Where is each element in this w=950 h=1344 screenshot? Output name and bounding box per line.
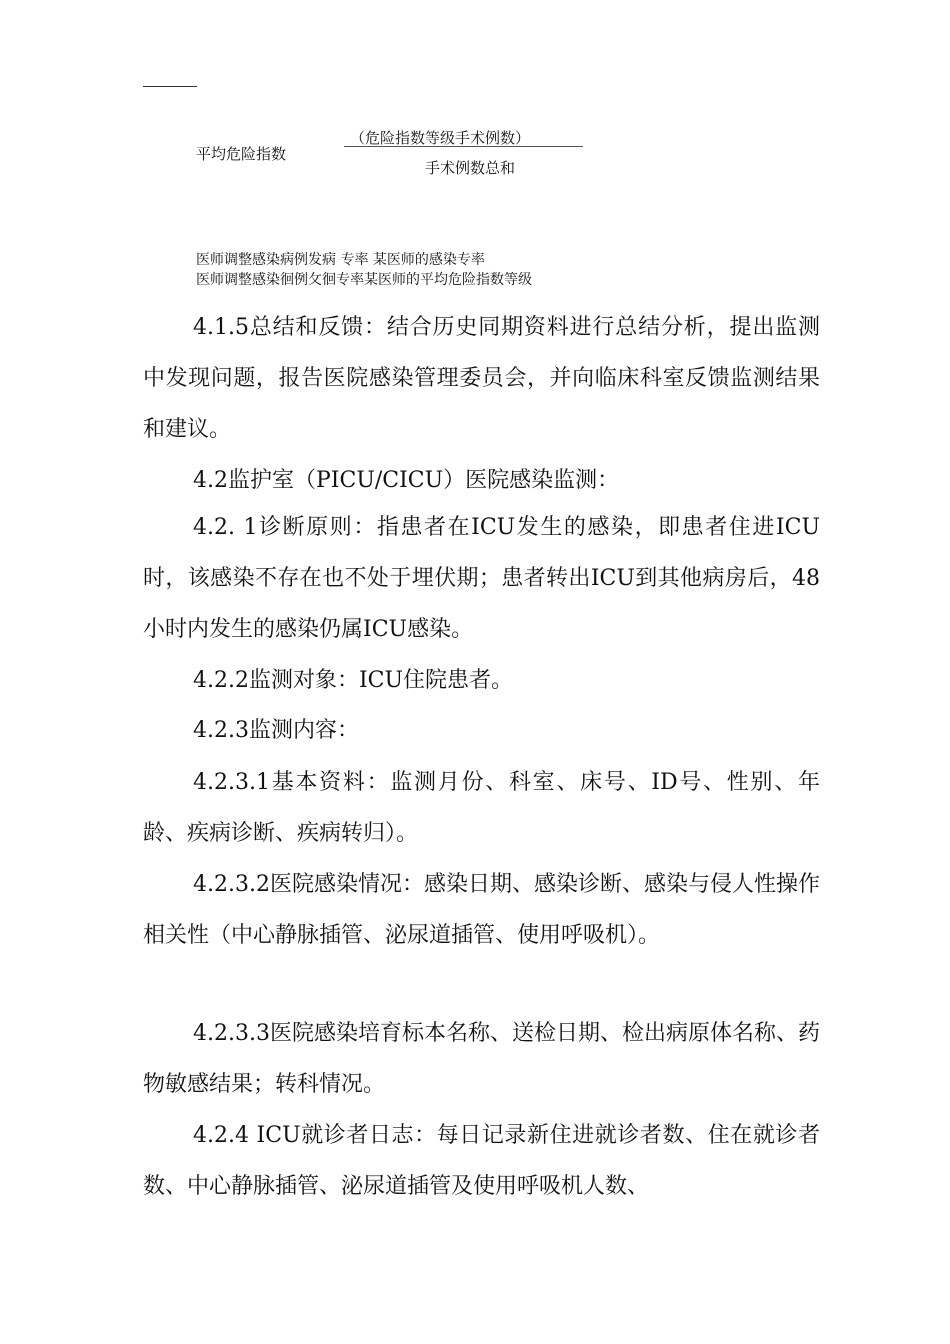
formula-label: 平均危险指数: [196, 145, 287, 163]
paragraph-4-2-3-1: 4.2.3.1基本资料：监测月份、科室、床号、ID号、性别、年龄、疾病诊断、疾病转归）。: [143, 770, 820, 846]
average-risk-index-formula: [0, 0, 950, 200]
fraction-bar: [344, 146, 583, 147]
paragraph-4-2-3: 4.2.3监测内容：: [193, 718, 359, 743]
formula-note-line-2: 医师调整感染徊例攵徊专率某医师的平均危险指数等级: [196, 272, 532, 288]
paragraph-4-2-1: 4.2. 1诊断原则：指患者在ICU发生的感染，即患者住进ICU时，该感染不存在也不处于埋伏期；患者转出ICU到其他病房后，48小时内发生的感染仍属ICU感染。: [143, 515, 820, 642]
formula-denominator: 手术例数总和: [425, 159, 516, 177]
heading-4-2: 4.2监护室（PICU/CICU）医院感染监测：: [193, 468, 620, 493]
paragraph-4-2-3-2: 4.2.3.2医院感染情况：感染日期、感染诊断、感染与侵人性操作相关性（中心静脉插管、泌尿道插管、使用呼吸机）。: [143, 872, 820, 948]
formula-numerator: （危险指数等级手术例数）: [350, 129, 531, 147]
paragraph-4-1-5: 4.1.5总结和反馈：结合历史同期资料进行总结分析，提出监测中发现问题，报告医院感染管理委员会，并向临床科室反馈监测结果和建议。: [143, 315, 820, 442]
paragraph-4-2-2: 4.2.2监测对象：ICU住院患者。: [193, 668, 514, 693]
paragraph-4-2-3-3: 4.2.3.3医院感染培育标本名称、送检日期、检出病原体名称、药物敏感结果；转科情况。: [143, 1021, 820, 1097]
paragraph-4-2-4: 4.2.4 ICU就诊者日志：每日记录新住进就诊者数、住在就诊者数、中心静脉插管、泌尿道插管及使用呼吸机人数、: [143, 1123, 820, 1199]
formula-note-line-1: 医师调整感染病例发病 专率 某医师的感染专率: [196, 252, 485, 268]
